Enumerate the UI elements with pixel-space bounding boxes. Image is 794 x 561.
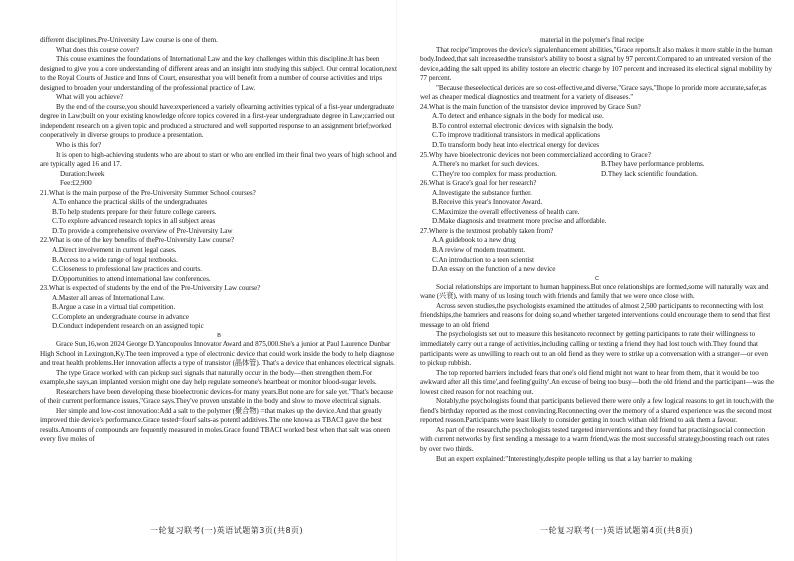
course-fee: Fee:£2,900	[60, 179, 92, 188]
passage-c-paragraph: Notably,the psychologists found that participants believed there were only a few logical reasons to get in touch,with the fiend's birthday reported as the most convincing.Reconnecting over the memory of a shared experience was the second most reported reason.Participants were least likely to consider getting in touch withan old friend to ask them a favour.	[420, 397, 774, 425]
section-c-marker: C	[595, 275, 599, 282]
question-22: 22.What is one of the key benefits of thePre-University Law course?	[40, 236, 235, 245]
passage-b-continuation: material in the polymer's final recipe	[540, 36, 644, 44]
option-25d: D.They lack scientific foundation.	[601, 169, 698, 178]
page-4-footer: 一轮复习联考(一)英语试题第4页(共8页)	[540, 526, 694, 535]
passage-b-paragraph: Grace Sun,16,won 2024 George D.Yancopoulos Innovator Award and 875,000.She's a junior at Paul Laurence Dunbar High School in Lexington,Ky.The teen improved a type of electronic device that could work inside the body to help diagnose and treat health problems.Her innovation affects a type of transistor (晶体管). That's a device that enhances electrical signals.	[40, 339, 395, 368]
passage-c-paragraph: As part of the research,the psychologists tested targeted interventions and they found hat practisingsocial connection with current networks by first sending a message to a warm friend,was the most successful strategy,boosting reach out rates by over two thirds.	[420, 425, 770, 453]
option-22a: A.Direct involvement in current legal cases.	[52, 246, 177, 255]
option-27d: D.An essay on the function of a new device	[432, 265, 556, 274]
passage-c-paragraph: The psychologists set out to measure this hesitanceto reconnect by getting participants to rate their willingness to immediately carry out a range of activities,including calling or texting a friend they had lost touch with.They found that participants were as unwilling to reach out to an old fiend as they were to strike up a conversation with a stranger—or even to pickup rubbish.	[420, 330, 768, 368]
option-21d: D.To provide a comprehensive overview of Pre-University Law	[52, 226, 233, 235]
passage-a-heading: What does this course cover?	[56, 45, 139, 54]
option-21b: B.To help students prepare for their future college careers.	[52, 207, 217, 216]
course-duration: Duration:Iweek	[60, 169, 105, 178]
question-25: 25.Why have bioelectronic devices not been commercialized according to Grace?	[420, 150, 651, 159]
option-26b: B.Receive this year's Innovator Award.	[432, 198, 543, 207]
options-25-row2	[420, 170, 774, 180]
option-26a: A.Investigate the substance further.	[432, 188, 532, 197]
passage-b-paragraph: Researchers have been developing these bioelectronic devices-for many years.But none are for sale yet."That's because of their current performance issues,"Grace says.They've proven unstable in the body and slow to move electrical signals.	[40, 387, 393, 406]
passage-a-line: different disciplines.Pre-University Law course is one of them.	[40, 36, 218, 44]
passage-a-heading: What will you achieve?	[56, 93, 123, 102]
question-26: 26.What is Grace's goal for her research?	[420, 179, 537, 188]
option-25c: C.They're too complex for mass production.	[432, 169, 557, 178]
passage-c-paragraph: But an expert explained:"Interestingly,despite people telling us that a lay barrier to making	[436, 454, 692, 463]
passage-a-paragraph: This couse examines the foundations of International Law and the key challenges within this discipline.It has been designed to give you a core understanding of different areas and an insight into studying this subjecl. Our central location,next to the Royal Courts of Justice and Inns of Court, ensuresthat you will benefit from a number of course activities and trips designed to broaden your understanding of the professional practice of Law.	[40, 55, 397, 92]
passage-b-paragraph: That recipe"improves the device's signalenhancement abilities,"Grace reports.It also makes it more stable in the human body.Indeed,that salt increasedthe transistor's ability to boost a signal by 97 percent.Compared to an untreated version of the device,adding the salt upped its ability tostore an electric charge by 107 percent and increased its electical signal mobility by 77 percent.	[420, 45, 773, 83]
option-27a: A.A guidebook to a new drug	[432, 236, 516, 245]
option-24a: A.To detect and enhance signals in the body for medical use.	[432, 112, 604, 121]
passage-a-paragraph: It is open to high-achieving students who are about to start or who are enrlled im their final two years of high school and are typically aged 16 and 17.	[40, 150, 397, 169]
option-25a: A.There's no market for such devices.	[432, 160, 540, 169]
option-24c: C.To improve traditional transistors in medical applications	[432, 131, 600, 140]
option-27c: C.An introduction to a teen scientist	[432, 255, 534, 264]
page-3-footer: 一轮复习联考(一)英语试题第3页(共8页)	[150, 526, 304, 535]
question-21: 21.What is the main purpose of the Pre-University Summer School courses?	[40, 188, 256, 197]
passage-c-paragraph: Across seven studies,the psychologists examined the attitudes of almost 2,500 participants to reconnecting with lost friendships,the bamriers and reasons for doing so,and whether targeted interventions could encourage them to send that first message to an old friend	[420, 301, 771, 329]
passage-c-paragraph: Social relationships are important to human happiness.But once relationships are formed,some will naturally wax and wane (兴衰), with many of us losing touch with friends and family that we were once close with.	[420, 282, 769, 301]
option-21c: C.To explore advanced research topics in all subject areas	[52, 217, 216, 226]
passage-b-paragraph: "Because theseelectical derices are so cost-effective,and diverse,"Grace says,"Ihope lo proride more accurate,safer,as wel as cheaper medical diagnostics and treatment for a variety of diseases."	[420, 83, 767, 102]
option-26c: C.Maximize the overall effectiveness of health care.	[432, 207, 580, 216]
option-22d: D.Opportunities to attend international law conferences.	[52, 274, 211, 283]
option-23d: D.Conduct independent research on an assigned topic	[52, 322, 204, 331]
page-4-column	[420, 36, 774, 464]
section-b-marker: B	[217, 332, 221, 339]
passage-b-paragraph: The type Grace worked with can pickup suci signals that naturally occur in the body—then strengthen them.For example,she says,an implanted version might one day help regulate someone's heartbeat or monitor blood-sugar levels.	[40, 368, 377, 387]
option-23c: C.Complete an undergraduate course in advance	[52, 312, 189, 321]
option-23a: A.Master all areas of International Law.	[52, 293, 165, 302]
page-3-column	[40, 36, 398, 445]
option-22c: C.Closeness to professional law practices and courts.	[52, 265, 202, 274]
option-26d: D.Make diagnosis and treatment more precise and affordable.	[432, 217, 607, 226]
passage-a-heading: Who is this for?	[56, 141, 102, 150]
option-27b: B.A review of modem treatment.	[432, 246, 526, 255]
question-27: 27.Where is the textmost probably taken from?	[420, 226, 554, 235]
option-24b: B.To control external electronic devices with signalsin the body.	[432, 121, 614, 130]
options-25-row1	[420, 160, 774, 170]
option-25b: B.They have performance problems.	[601, 160, 705, 169]
option-23b: B.Argue a case in a virtual tial competition.	[52, 303, 176, 312]
option-21a: A.To enhance the practical skills of the undergraduates	[52, 198, 208, 207]
passage-c-paragraph: The top reported barriers included fears that one's old fiend might not want to hear from them, that it would be too awkward after all this time',and feeling'guilty'.An excuse of being too busy—both the old friend and the participant—was the lowest cited reason for not reaching out.	[420, 368, 774, 396]
question-23: 23.What is expected of students by the end of the Pre-University Law course?	[40, 284, 261, 293]
option-22b: B.Access to a wide range of legal textbooks.	[52, 255, 178, 264]
question-24: 24.What is the main function of the transistor device improved by Grace Sun?	[420, 102, 641, 111]
option-24d: D.To transform body heat into electrical energy for devices	[432, 141, 600, 150]
passage-b-paragraph: Her simple and low-cost innovatioo:Add a salt to the polymer (聚合物) =that makes up the device.And that greatly improved thie device's performance.Grace tested=fourf salts-as potentl additives.The one knowa as TBACI gave the best results.Amounts of compounds are fequently measured in moles.Grace found TBACI worked best when that salt was oneen every five moles of	[40, 406, 391, 444]
passage-a-paragraph: By the end of the course,you should have:experienced a variely oflearning activities typical of a fist-year undergraduate degree in Law;built on your existing knowledge ofcore topics covered in a first-year undergraduate degree in Law;carried out independent research on a given topic and produced a structured and well supported response to an assignment brief;worked cooperatively in diverse groups to produce a presentation.	[40, 102, 395, 140]
